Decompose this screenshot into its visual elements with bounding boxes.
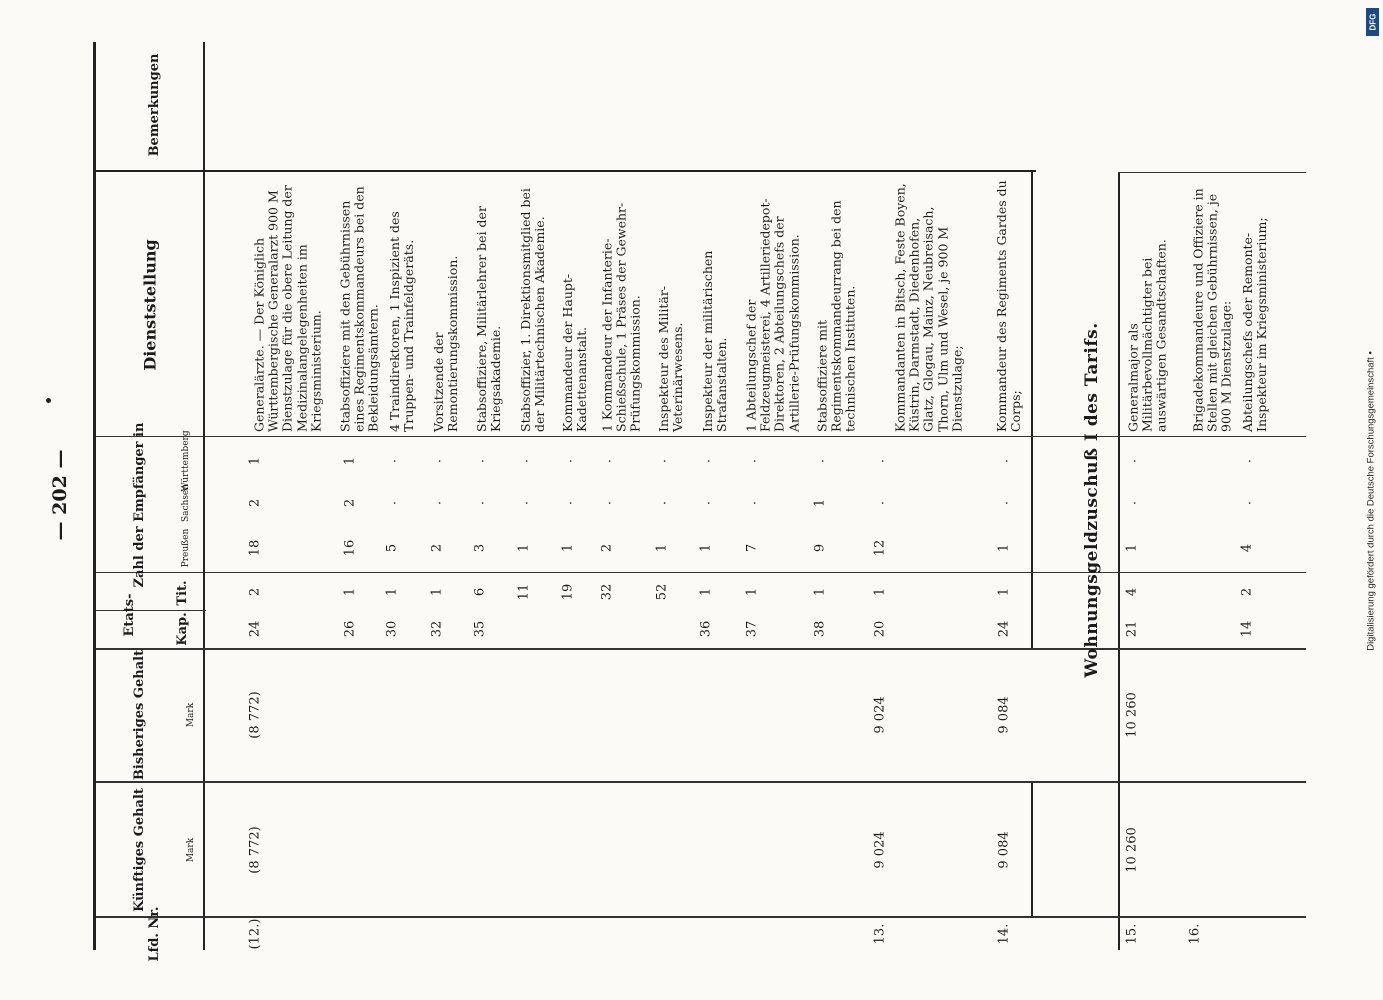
sec1-row-3-pr: 5 bbox=[384, 543, 400, 552]
sec1-row-14-pr: 1 bbox=[996, 543, 1012, 552]
sec1-row-6-tit: 11 bbox=[516, 583, 532, 601]
sec1-row-1-kuenftig: (8 772) bbox=[247, 826, 263, 874]
header-bisheriges-unit: Mark bbox=[186, 702, 196, 728]
sec1-row-3-kap: 30 bbox=[384, 620, 400, 638]
sec1-row-4-wu: . bbox=[429, 458, 445, 464]
header-kuenftiges-unit: Mark bbox=[186, 837, 196, 863]
sec2-row-1-sa: . bbox=[1124, 500, 1140, 506]
sec1-row-5-text: Stabsoffiziere, Militärlehrer bei der Kriegsakademie. bbox=[473, 206, 503, 432]
header-kuenftiges-gehalt: Künftiges Gehalt bbox=[132, 788, 148, 912]
sec1-row-11-pr: 7 bbox=[744, 543, 760, 552]
sec1-row-12-wu: . bbox=[812, 458, 828, 464]
sec1-row-6-text: Stabsoffizier, 1. Direktionsmitglied bei der Militärtechnischen Akademie. bbox=[517, 188, 547, 432]
dfg-logo-badge: DFG bbox=[1366, 8, 1379, 36]
sec1-row-13-tit: 1 bbox=[872, 587, 888, 597]
sec1-row-13-wu: . bbox=[872, 458, 888, 464]
header-bottom-rule bbox=[203, 42, 205, 950]
sec1-row-6-pr: 1 bbox=[516, 543, 532, 552]
sec1-row-13-pr: 12 bbox=[872, 539, 888, 556]
sec2-row-2-text: Brigadekommandeure und Offiziere in Stellen mit gleichen Gebührnissen, je 900 M Dienstzulage: bbox=[1190, 188, 1235, 432]
sec1-row-5-pr: 3 bbox=[472, 543, 488, 552]
sec1-row-2-kap: 26 bbox=[342, 620, 358, 638]
sec1-row-3-text: 4 Traindirektoren, 1 Inspizient des Truppen- und Trainfeldgeräts. bbox=[386, 211, 416, 432]
sec2-row-3-tit: 2 bbox=[1239, 587, 1255, 597]
sec1-row-10-sa: . bbox=[698, 500, 714, 506]
sec1-row-7-pr: 1 bbox=[560, 543, 576, 552]
sec1-row-13-bisher: 9 024 bbox=[872, 696, 888, 734]
header-etats: Etats- bbox=[122, 593, 138, 637]
sec1-row-14-text: Kommandeur des Regiments Gardes du Corps; bbox=[993, 180, 1023, 432]
bemerkungen-bottom-rule bbox=[96, 170, 1036, 172]
sec2-row-1-nr: 15. bbox=[1124, 923, 1140, 945]
sec1-row-2-pr: 16 bbox=[342, 539, 358, 556]
sec1-row-1-nr: (12.) bbox=[247, 918, 263, 950]
sec1-row-12-tit: 1 bbox=[812, 587, 828, 597]
sec1-row-14-tit: 1 bbox=[996, 587, 1012, 597]
sec1-row-14-sa: . bbox=[996, 500, 1012, 506]
sec1-row-14-kuenftig: 9 084 bbox=[996, 831, 1012, 869]
sec2-row-3-text: Abteilungschefs oder Remonte-Inspekteur im Kriegsministerium; bbox=[1239, 217, 1269, 432]
section1-bottom-rule-b bbox=[1031, 782, 1033, 918]
sec1-row-4-kap: 32 bbox=[429, 620, 445, 638]
sec1-row-4-sa: . bbox=[429, 500, 445, 506]
sec2-row-1-wu: . bbox=[1124, 458, 1140, 464]
sec2-row-1-tit: 4 bbox=[1124, 587, 1140, 597]
sec1-row-9-wu: . bbox=[654, 458, 670, 464]
sec1-row-9-tit: 52 bbox=[654, 583, 670, 601]
sec1-row-1-sa: 2 bbox=[247, 498, 263, 508]
sec1-row-14-bisher: 9 084 bbox=[996, 696, 1012, 734]
header-lfd-nr: Lfd. Nr. bbox=[147, 906, 163, 962]
sec1-row-7-tit: 19 bbox=[560, 583, 576, 601]
sec1-row-5-wu: . bbox=[472, 458, 488, 464]
sec1-row-8-text: 1 Kommandeur der Infanterie-Schießschule, 1 Präses der Gewehr-Prüfungskommission. bbox=[599, 202, 644, 432]
sec1-row-1-pr: 18 bbox=[247, 539, 263, 556]
sec1-row-11-tit: 1 bbox=[744, 587, 760, 597]
col-dienst-etats bbox=[96, 436, 1306, 437]
sec1-row-1-bisher: (8 772) bbox=[247, 691, 263, 739]
sec1-row-3-tit: 1 bbox=[384, 587, 400, 597]
sec1-row-12-sa: 1 bbox=[812, 498, 828, 508]
sec1-row-13-sa: . bbox=[872, 500, 888, 506]
col-etats-bisher bbox=[96, 572, 1306, 573]
ink-dot bbox=[46, 398, 51, 403]
sec1-row-3-wu: . bbox=[384, 458, 400, 464]
section2-title: Wohnungsgeldzuschuß I des Tarifs. bbox=[1082, 322, 1102, 678]
sec1-row-2-sa: 2 bbox=[342, 498, 358, 508]
sec1-row-1-kap: 24 bbox=[247, 620, 263, 638]
header-bisheriges-gehalt: Bisheriges Gehalt bbox=[132, 649, 148, 781]
sec1-row-10-tit: 1 bbox=[698, 587, 714, 597]
sec1-row-4-pr: 2 bbox=[429, 543, 445, 552]
sec2-row-1-text: Generalmajor als Militärbevollmächtigter bei auswärtigen Gesandtschaften. bbox=[1125, 239, 1170, 432]
sec1-row-3-sa: . bbox=[384, 500, 400, 506]
sec1-row-8-sa: . bbox=[599, 500, 615, 506]
sec1-row-5-tit: 6 bbox=[472, 587, 488, 597]
sec1-row-10-text: Inspekteur der militärischen Strafanstalten. bbox=[699, 250, 729, 432]
sec1-row-11-sa: . bbox=[744, 500, 760, 506]
table-top-rule bbox=[93, 42, 96, 950]
sec1-row-4-text: Vorsitzende der Remontierungskommission. bbox=[430, 255, 460, 432]
sec1-row-11-wu: . bbox=[744, 458, 760, 464]
sec1-row-12-kap: 38 bbox=[812, 620, 828, 638]
sec1-row-2-text: Stabsoffiziere mit den Gebührnissen eines Regimentskommandeurs bei den Bekleidungsämtern. bbox=[337, 186, 382, 432]
sec1-row-9-pr: 1 bbox=[654, 543, 670, 552]
sec1-row-13-nr: 13. bbox=[872, 923, 888, 945]
sec1-row-7-text: Kommandeur der Haupt-Kadettenanstalt. bbox=[559, 273, 589, 432]
header-kap: Kap. bbox=[175, 612, 191, 646]
sec1-row-9-sa: . bbox=[654, 500, 670, 506]
sec1-row-7-wu: . bbox=[560, 458, 576, 464]
page-number: — 202 — bbox=[49, 449, 71, 541]
section1-bottom-rule bbox=[1031, 172, 1033, 650]
sec1-row-13-kuenftig: 9 024 bbox=[872, 831, 888, 869]
sec2-row-3-pr: 4 bbox=[1239, 543, 1255, 552]
sec1-row-1-wu: 1 bbox=[247, 456, 263, 466]
sec1-row-14-wu: . bbox=[996, 458, 1012, 464]
sec1-row-6-wu: . bbox=[516, 458, 532, 464]
sec1-row-11-kap: 37 bbox=[744, 620, 760, 638]
digitization-note: Digitalisierung gefördert durch die Deutsche Forschungsgemeinschaft • bbox=[1365, 351, 1377, 651]
sec1-row-2-tit: 1 bbox=[342, 587, 358, 597]
sec1-row-12-text: Stabsoffiziere mit Regimentskommandeurrang bei den technischen Instituten. bbox=[814, 200, 859, 432]
sec1-row-14-kap: 24 bbox=[996, 620, 1012, 638]
header-sachsen: Sachsen bbox=[181, 483, 191, 523]
header-dienststellung: Dienststellung bbox=[140, 239, 160, 371]
sec1-row-13-kap: 20 bbox=[872, 620, 888, 638]
sec2-row-1-bisher: 10 260 bbox=[1124, 692, 1140, 738]
col-nr-rule bbox=[96, 916, 1306, 918]
sec1-row-12-pr: 9 bbox=[812, 543, 828, 552]
sec1-row-4-tit: 1 bbox=[429, 587, 445, 597]
sec2-row-1-pr: 1 bbox=[1124, 543, 1140, 552]
col-bisher-kuenftig bbox=[96, 648, 1306, 650]
sec2-row-3-wu: . bbox=[1239, 458, 1255, 464]
col-bemerk-dienst-2 bbox=[1118, 172, 1306, 173]
sec1-row-10-kap: 36 bbox=[698, 620, 714, 638]
header-zahl: Zahl der Empfänger in bbox=[132, 422, 148, 588]
header-bemerkungen: Bemerkungen bbox=[147, 53, 163, 157]
sec1-row-10-wu: . bbox=[698, 458, 714, 464]
sec2-row-3-kap: 14 bbox=[1239, 620, 1255, 638]
sec1-row-5-sa: . bbox=[472, 500, 488, 506]
col-kuenftig-nr bbox=[96, 781, 1306, 783]
sec1-row-8-wu: . bbox=[599, 458, 615, 464]
sec1-row-5-kap: 35 bbox=[472, 620, 488, 638]
sec2-row-2-nr: 16. bbox=[1187, 923, 1203, 945]
header-tit: Tit. bbox=[175, 580, 191, 606]
sec2-row-3-sa: . bbox=[1239, 500, 1255, 506]
sec1-row-2-wu: 1 bbox=[342, 456, 358, 466]
sec1-row-14-nr: 14. bbox=[996, 923, 1012, 945]
sec1-row-9-text: Inspekteur des Militär-Veterinärwesens. bbox=[655, 285, 685, 432]
header-preussen: Preußen bbox=[181, 528, 191, 567]
sec1-row-8-pr: 2 bbox=[599, 543, 615, 552]
sec1-row-6-sa: . bbox=[516, 500, 532, 506]
sec2-row-1-kuenftig: 10 260 bbox=[1124, 827, 1140, 873]
sec2-row-1-kap: 21 bbox=[1124, 620, 1140, 638]
sec1-row-13-text: Kommandanten in Bitsch, Feste Boyen, Küstrin, Darmstadt, Diedenhofen, Glatz, Glogau, Mainz, Neubreisach, Thorn, Ulm und Wesel, je 900 M Dienstzulage; bbox=[892, 183, 965, 432]
sec1-row-10-pr: 1 bbox=[698, 543, 714, 552]
sec1-row-1-text: Generalärzte. — Der Königlich Württembergische Generalarzt 900 M Dienstzulage für die obere Leitung der Medizinalangelegenheiten im Kriegsministerium. bbox=[251, 185, 324, 432]
col-kap-tit bbox=[96, 610, 206, 611]
sec1-row-7-sa: . bbox=[560, 500, 576, 506]
sec1-row-1-tit: 2 bbox=[247, 587, 263, 597]
sec1-row-8-tit: 32 bbox=[599, 583, 615, 601]
sec1-row-11-text: 1 Abteilungschef der Feldzeugmeisterei, 4 Artilleriedepot-Direktoren, 2 Abteilungschefs der Artillerie-Prüfungskommission. bbox=[743, 198, 802, 432]
header-wuerttemberg: Württemberg bbox=[181, 430, 191, 492]
